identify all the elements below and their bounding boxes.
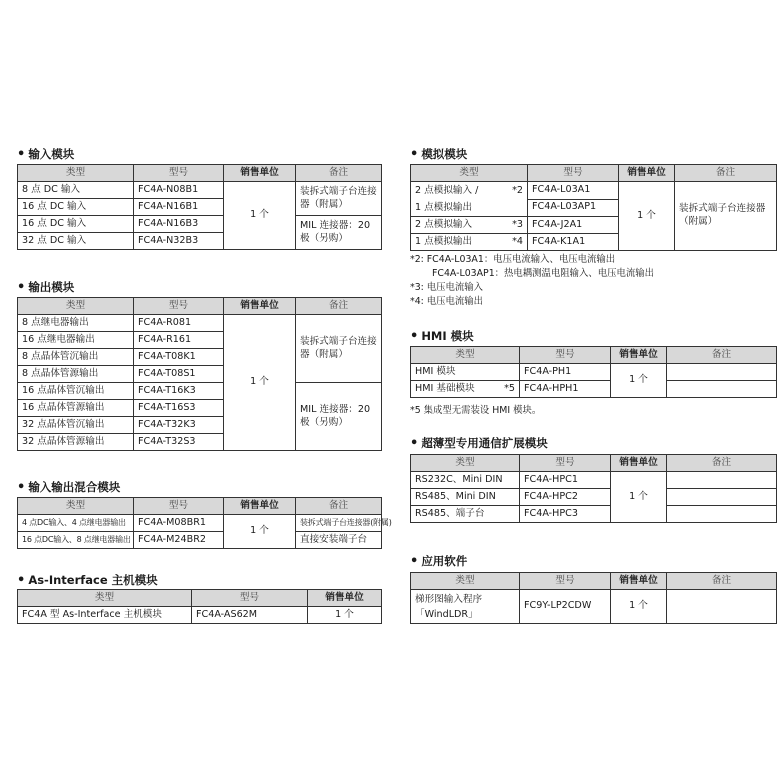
table-cell-note	[667, 381, 777, 398]
header-model: 型号	[134, 298, 224, 315]
table-cell-note	[667, 590, 777, 624]
header-unit: 销售单位	[224, 498, 296, 515]
header-model: 型号	[134, 498, 224, 515]
table-cell-type: 32 点晶体管源输出	[18, 434, 134, 451]
section-title-comm: • 超薄型专用通信扩展模块	[410, 436, 548, 451]
table-cell-model: FC4A-T32S3	[134, 434, 224, 451]
table-cell-unit: 1 个	[611, 472, 667, 523]
table-cell-type: 16 点继电器输出	[18, 332, 134, 349]
table-cell-model: FC4A-M24BR2	[134, 532, 224, 549]
table-cell-model: FC4A-HPC3	[520, 506, 611, 523]
header-unit: 销售单位	[224, 165, 296, 182]
table-cell-unit: 1 个	[224, 515, 296, 549]
table-cell-type: RS485、Mini DIN	[411, 489, 520, 506]
table-cell-note	[667, 364, 777, 381]
table-cell-unit: 1 个	[619, 182, 675, 251]
table-cell-note: 装拆式端子台连接器（附属）	[296, 315, 382, 383]
table-cell-model: FC4A-N08B1	[134, 182, 224, 199]
table-cell-model: FC4A-J2A1	[528, 217, 619, 234]
mixed-module-table	[17, 497, 392, 549]
table-cell-unit: 1 个	[611, 590, 667, 624]
header-unit: 销售单位	[308, 590, 382, 607]
table-cell-type: 16 点DC输入、8 点继电器输出	[18, 532, 134, 549]
header-unit: 销售单位	[611, 573, 667, 590]
table-cell-model: FC4A-T08S1	[134, 366, 224, 383]
table-cell-unit: 1 个	[224, 315, 296, 451]
table-cell-model: FC4A-T16K3	[134, 383, 224, 400]
table-cell-type: FC4A 型 As-Interface 主机模块	[18, 607, 192, 624]
header-type: 类型	[18, 165, 134, 182]
table-cell-note	[667, 506, 777, 523]
table-cell-model: FC4A-R161	[134, 332, 224, 349]
table-cell-type: 32 点 DC 输入	[18, 233, 134, 250]
header-model: 型号	[134, 165, 224, 182]
section-title-hmi: • HMI 模块	[410, 329, 474, 344]
section-title-output: • 输出模块	[17, 280, 75, 295]
section-title-asi: • As-Interface 主机模块	[17, 573, 158, 588]
table-cell-type: 2 点模拟输入 *3	[411, 217, 528, 234]
header-unit: 销售单位	[619, 165, 675, 182]
header-type: 类型	[18, 498, 134, 515]
header-type: 类型	[411, 455, 520, 472]
table-cell-type: 梯形图输入程序 「WindLDR」	[411, 590, 520, 624]
software-table	[410, 572, 777, 624]
table-cell-type: 16 点 DC 输入	[18, 199, 134, 216]
header-note: 备注	[667, 573, 777, 590]
header-model: 型号	[528, 165, 619, 182]
table-cell-model: FC4A-PH1	[520, 364, 611, 381]
table-cell-unit: 1 个	[224, 182, 296, 250]
section-title-analog: • 模拟模块	[410, 147, 468, 162]
table-cell-model: FC4A-HPC2	[520, 489, 611, 506]
section-title-mixed: • 输入输出混合模块	[17, 480, 121, 495]
table-cell-note: MIL 连接器：20 极（另购）	[296, 216, 382, 250]
header-note: 备注	[667, 347, 777, 364]
table-cell-type: RS485、端子台	[411, 506, 520, 523]
footnote-2-cont: FC4A-L03AP1：热电耦测温电阻输入、电压电流输出	[432, 268, 655, 279]
footnote-3: *3: 电压电流输入	[410, 282, 484, 293]
header-note: 备注	[296, 165, 382, 182]
table-cell-note	[667, 472, 777, 489]
header-note: 备注	[675, 165, 777, 182]
table-cell-unit: 1 个	[611, 364, 667, 398]
table-cell-model: FC4A-AS62M	[192, 607, 308, 624]
header-type: 类型	[18, 298, 134, 315]
table-cell-model: FC4A-L03A1	[528, 182, 619, 200]
table-cell-model: FC4A-HPC1	[520, 472, 611, 489]
table-cell-model: FC4A-N16B3	[134, 216, 224, 233]
table-cell-note: 直接安装端子台	[296, 532, 382, 549]
table-cell-note: 装拆式端子台连接器(附属)	[296, 515, 382, 532]
table-cell-type: 8 点晶体管源输出	[18, 366, 134, 383]
table-cell-model: FC4A-M08BR1	[134, 515, 224, 532]
table-cell-unit: 1 个	[308, 607, 382, 624]
header-unit: 销售单位	[224, 298, 296, 315]
hmi-module-table	[410, 346, 777, 398]
table-cell-model: FC4A-R081	[134, 315, 224, 332]
comm-module-table	[410, 454, 777, 523]
footnote-5: *5 集成型无需装设 HMI 模块。	[410, 405, 542, 416]
header-model: 型号	[520, 347, 611, 364]
table-cell-type: 4 点DC输入、4 点继电器输出	[18, 515, 134, 532]
table-cell-type: 8 点晶体管沉输出	[18, 349, 134, 366]
table-cell-model: FC4A-HPH1	[520, 381, 611, 398]
table-cell-note: MIL 连接器：20 极（另购）	[296, 383, 382, 451]
header-type: 类型	[411, 165, 528, 182]
table-cell-type: 32 点晶体管沉输出	[18, 417, 134, 434]
table-cell-type: HMI 模块	[411, 364, 520, 381]
table-cell-note: 装拆式端子台连接器（附属）	[675, 182, 777, 251]
table-cell-model: FC4A-K1A1	[528, 234, 619, 251]
header-unit: 销售单位	[611, 455, 667, 472]
table-cell-type: 8 点 DC 输入	[18, 182, 134, 199]
header-model: 型号	[520, 573, 611, 590]
header-model: 型号	[192, 590, 308, 607]
header-note: 备注	[667, 455, 777, 472]
table-cell-model: FC4A-T32K3	[134, 417, 224, 434]
table-cell-type: HMI 基础模块 *5	[411, 381, 520, 398]
table-cell-model: FC4A-N32B3	[134, 233, 224, 250]
header-note: 备注	[296, 498, 382, 515]
table-cell-model: FC4A-L03AP1	[528, 199, 619, 217]
table-cell-type: 2 点模拟输入 / *2 1 点模拟输出	[411, 182, 528, 217]
header-note: 备注	[296, 298, 382, 315]
footnote-2: *2: FC4A-L03A1：电压电流输入、电压电流输出	[410, 254, 616, 265]
table-cell-type: 16 点晶体管沉输出	[18, 383, 134, 400]
table-cell-model: FC4A-N16B1	[134, 199, 224, 216]
table-cell-type: RS232C、Mini DIN	[411, 472, 520, 489]
table-cell-model: FC4A-T16S3	[134, 400, 224, 417]
table-cell-model: FC9Y-LP2CDW	[520, 590, 611, 624]
table-cell-type: 1 点模拟输出 *4	[411, 234, 528, 251]
input-module-table	[17, 164, 382, 250]
table-cell-type: 16 点 DC 输入	[18, 216, 134, 233]
table-cell-type: 8 点继电器输出	[18, 315, 134, 332]
header-model: 型号	[520, 455, 611, 472]
output-module-table	[17, 297, 382, 451]
table-cell-type: 16 点晶体管源输出	[18, 400, 134, 417]
table-cell-note	[667, 489, 777, 506]
footnote-4: *4: 电压电流输出	[410, 296, 484, 307]
section-title-software: • 应用软件	[410, 554, 468, 569]
header-type: 类型	[18, 590, 192, 607]
table-cell-model: FC4A-T08K1	[134, 349, 224, 366]
table-cell-note: 装拆式端子台连接器（附属）	[296, 182, 382, 216]
asi-module-table	[17, 589, 382, 624]
header-type: 类型	[411, 573, 520, 590]
section-title-input: • 输入模块	[17, 147, 75, 162]
header-unit: 销售单位	[611, 347, 667, 364]
header-type: 类型	[411, 347, 520, 364]
analog-module-table	[410, 164, 777, 251]
